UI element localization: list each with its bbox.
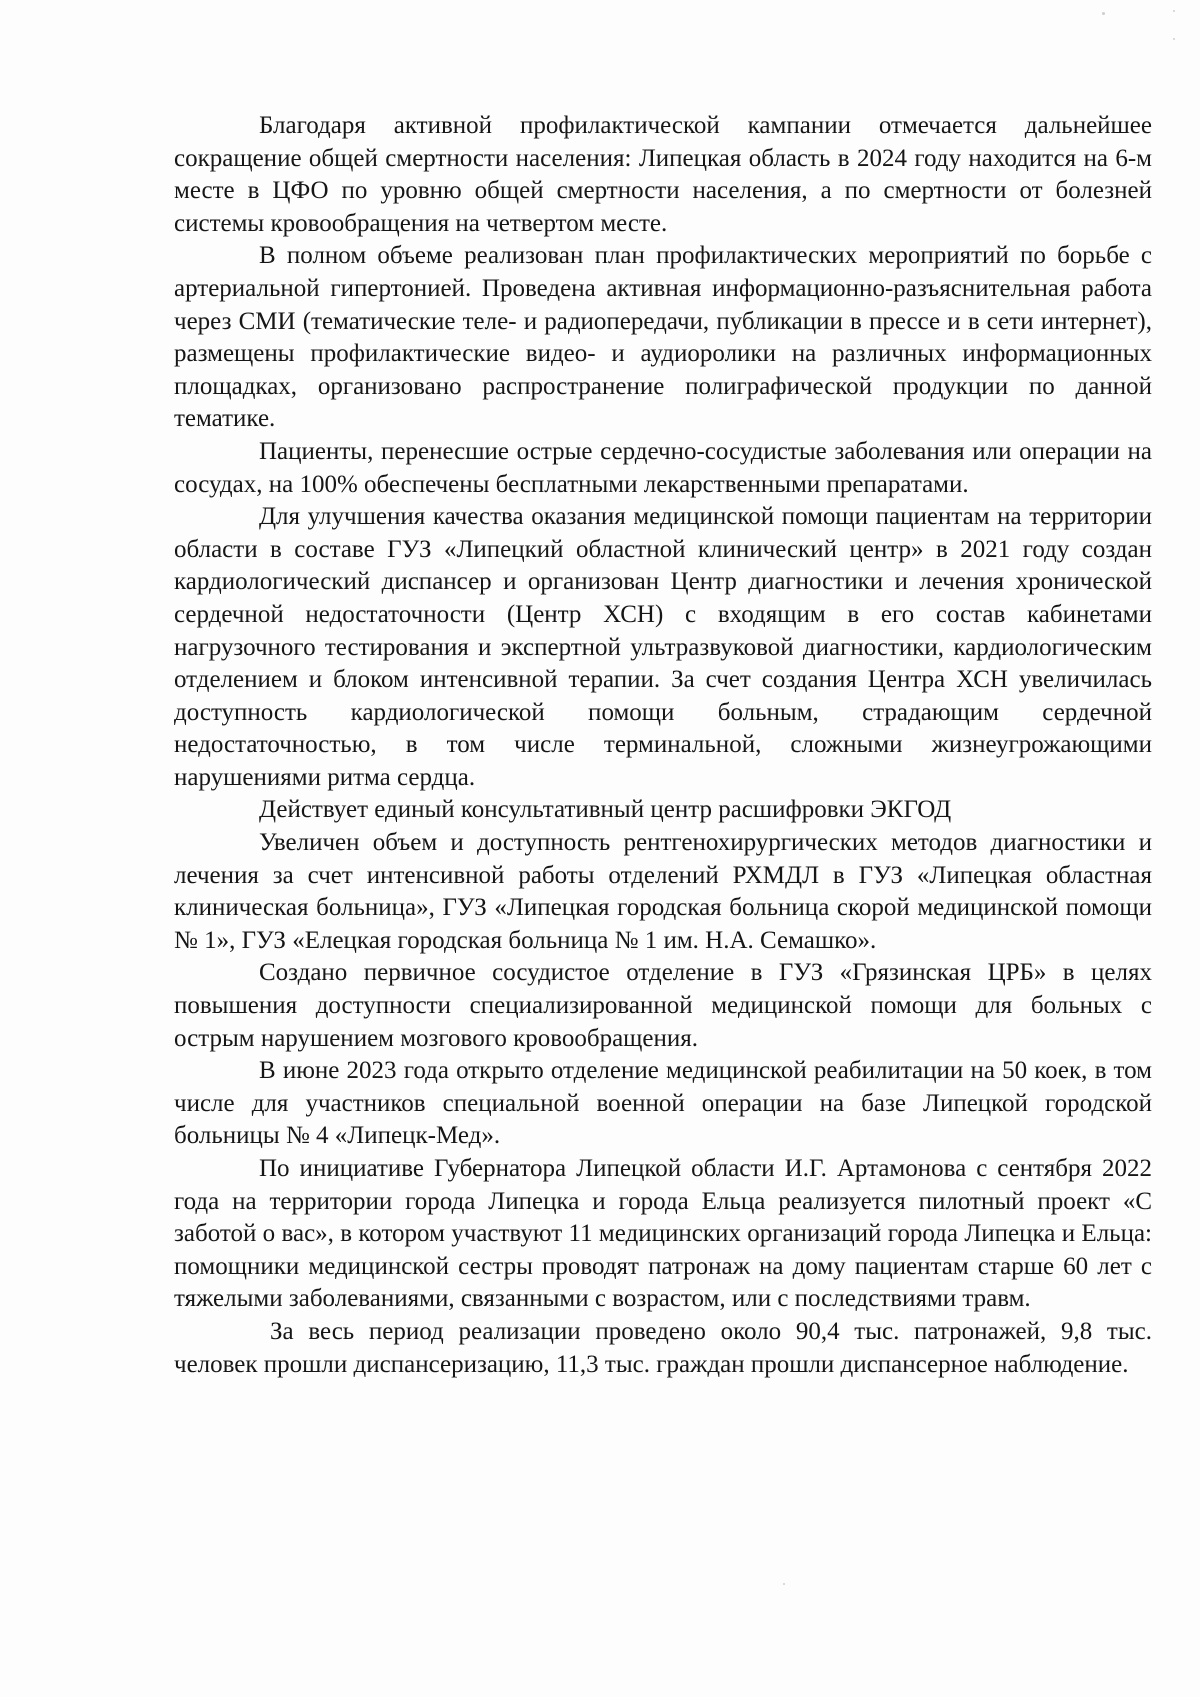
paragraph-hypertension-plan: В полном объеме реализован план профилактических мероприятий по борьбе с артериальной гипертонией. Проведена активная информационно-разъяснительная работа через СМИ (тематические теле- и радиопередачи, публикации в прессе и в сети интернет), размещены профилактические видео- и аудиоролики на различных информационных площадках, организовано распространение полиграфической продукции по данной тематике. xyxy=(174,242,1152,433)
paragraph-free-medicines: Пациенты, перенесшие острые сердечно-сосудистые заболевания или операции на сосудах, на 100% обеспечены бесплатными лекарственными препаратами. xyxy=(174,437,1152,498)
paragraph-ecg-center: Действует единый консультативный центр расшифровки ЭКГОД xyxy=(259,796,952,824)
paragraph-xray-surgery: Увеличен объем и доступность рентгенохирургических методов диагностики и лечения за счет интенсивной работы отделений РХМДЛ в ГУЗ «Липецкая областная клиническая больница», ГУЗ «Липецкая городская больница скорой медицинской помощи № 1», ГУЗ «Елецкая городская больница № 1 им. Н.А. Семашко». xyxy=(174,829,1152,954)
scan-speck xyxy=(1102,12,1105,15)
document-body xyxy=(174,110,1152,1381)
paragraph-rehabilitation: В июне 2023 года открыто отделение медицинской реабилитации на 50 коек, в том числе для участников специальной военной операции на базе Липецкой городской больницы № 4 «Липецк-Мед». xyxy=(174,1057,1152,1150)
scan-speck xyxy=(1173,38,1175,40)
paragraph-results: За весь период реализации проведено около 90,4 тыс. патронажей, 9,8 тыс. человек прошли диспансеризацию, 11,3 тыс. граждан прошли диспансерное наблюдение. xyxy=(174,1317,1152,1378)
paragraph-cardiology-center: Для улучшения качества оказания медицинской помощи пациентам на территории области в составе ГУЗ «Липецкий областной клинический центр» в 2021 году создан кардиологический диспансер и организован Центр диагностики и лечения хронической сердечной недостаточности (Центр ХСН) с входящим в его состав кабинетами нагрузочного тестирования и экспертной ультразвуковой диагностики, кардиологическим отделением и блоком интенсивной терапии. За счет создания Центра ХСН увеличилась доступность кардиологической помощи больным, страдающим сердечной недостаточностью, в том числе терминальной, сложными жизнеугрожающими нарушениями ритма сердца. xyxy=(174,503,1152,791)
scan-speck xyxy=(1173,10,1175,12)
paragraph-pilot-project: По инициативе Губернатора Липецкой области И.Г. Артамонова с сентября 2022 года на территории города Липецка и города Ельца реализуется пилотный проект «С заботой о вас», в котором участвуют 11 медицинских организаций города Липецка и Ельца: помощники медицинской сестры проводят патронаж на дому пациентам старше 60 лет с тяжелыми заболеваниями, связанными с возрастом, или с последствиями травм. xyxy=(174,1155,1152,1313)
paragraph-mortality: Благодаря активной профилактической кампании отмечается дальнейшее сокращение общей смертности населения: Липецкая область в 2024 году находится на 6-м месте в ЦФО по уровню общей смертности населения, а по смертности от болезней системы кровообращения на четвертом месте. xyxy=(174,112,1152,237)
paragraph-vascular-department: Создано первичное сосудистое отделение в ГУЗ «Грязинская ЦРБ» в целях повышения доступности специализированной медицинской помощи для больных с острым нарушением мозгового кровообращения. xyxy=(174,959,1152,1052)
scan-speck xyxy=(783,1583,785,1585)
